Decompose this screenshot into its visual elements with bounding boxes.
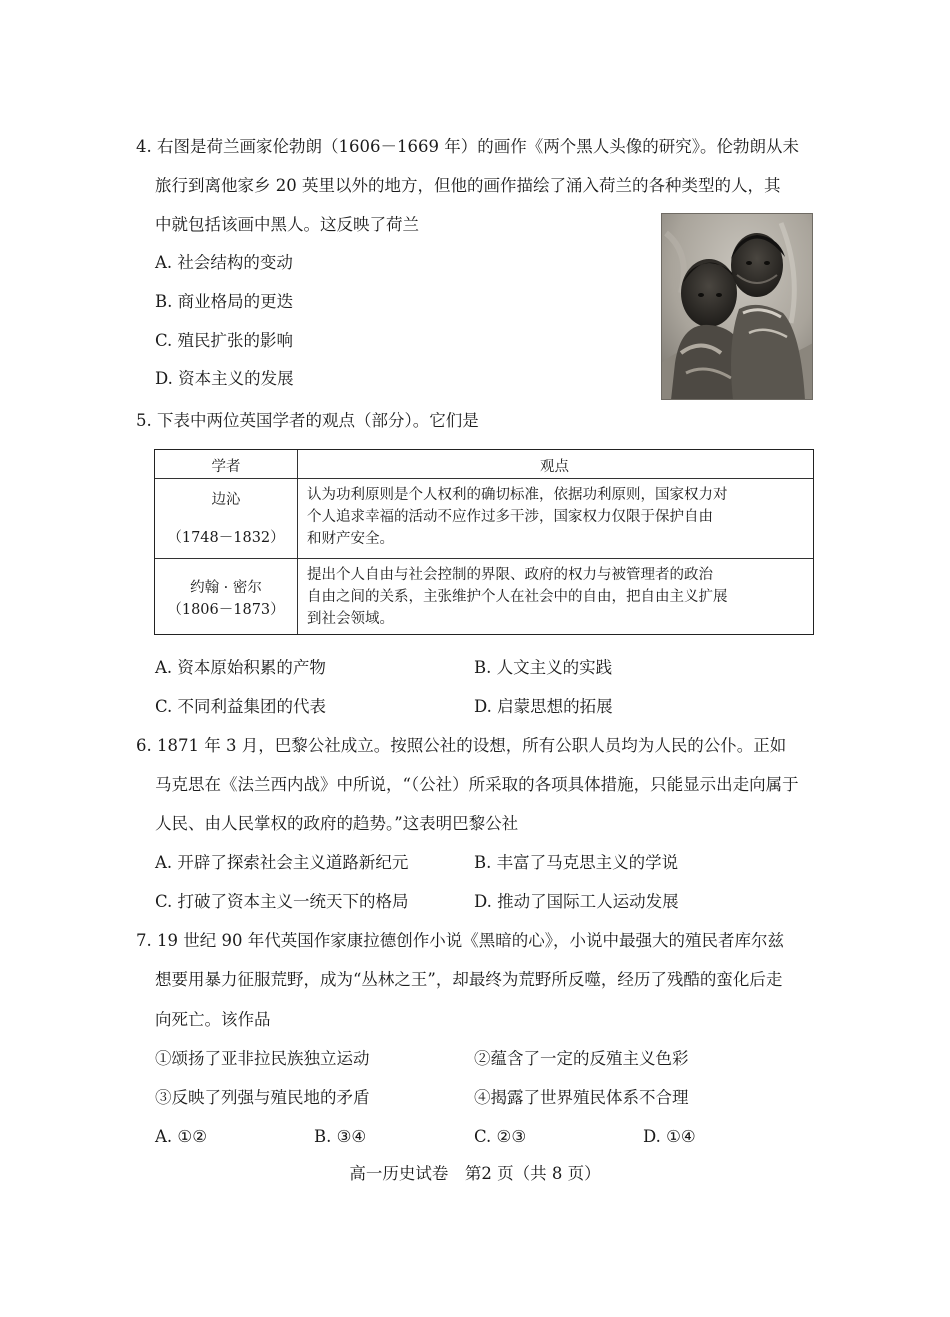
q7-line-2: 想要用暴力征服荒野，成为“丛林之王”，却最终为荒野所反噬，经历了残酷的蛮化后走 [155,970,783,989]
q4-line-1: 4. 右图是荷兰画家伦勃朗（1606－1669 年）的画作《两个黑人头像的研究》。伦勃朗从未 [136,137,799,156]
table-row-2-view [307,564,807,630]
q7-option-a: A. ①② [155,1127,207,1146]
q5-option-c: C. 不同利益集团的代表 [155,697,327,716]
q5-stem: 5. 下表中两位英国学者的观点（部分）。它们是 [136,411,479,430]
table-header-view: 观点 [540,459,569,475]
q6-option-d: D. 推动了国际工人运动发展 [474,892,679,911]
rembrandt-painting-image [661,213,813,400]
q7-line-3: 向死亡。该作品 [155,1010,271,1029]
q6-option-b: B. 丰富了马克思主义的学说 [474,853,679,872]
table-divider [155,558,813,559]
q4-option-d: D. 资本主义的发展 [155,369,294,388]
table-row-2-name: 约翰 · 密尔 [190,580,262,596]
page-footer: 高一历史试卷 第2 页（共 8 页） [349,1164,601,1183]
q4-line-2: 旅行到离他家乡 20 英里以外的地方，但他的画作描绘了涌入荷兰的各种类型的人，其 [155,176,781,195]
q6-line-1: 6. 1871 年 3 月，巴黎公社成立。按照公社的设想，所有公职人员均为人民的公仆。正如 [136,736,787,755]
view-line: 和财产安全。 [307,531,394,547]
table-row-1-name: 边沁 [211,492,241,508]
q5-option-d: D. 启蒙思想的拓展 [474,697,613,716]
scholars-table [154,449,814,635]
table-row-1-years: （1748－1832） [167,530,285,546]
q6-option-c: C. 打破了资本主义一统天下的格局 [155,892,409,911]
q5-option-b: B. 人文主义的实践 [474,658,613,677]
view-line: 认为功利原则是个人权利的确切标准，依据功利原则，国家权力对 [307,487,728,503]
table-row-1-view [307,484,807,550]
q7-item-2: ②蕴含了一定的反殖主义色彩 [474,1049,689,1068]
q6-line-2: 马克思在《法兰西内战》中所说，“（公社）所采取的各项具体措施，只能显示出走向属于 [155,775,799,794]
q4-option-a: A. 社会结构的变动 [155,253,293,272]
q6-line-3: 人民、由人民掌权的政府的趋势。”这表明巴黎公社 [155,814,519,833]
q4-line-3: 中就包括该画中黑人。这反映了荷兰 [155,215,419,234]
q5-option-a: A. 资本原始积累的产物 [155,658,326,677]
q7-item-3: ③反映了列强与殖民地的矛盾 [155,1088,370,1107]
view-line: 提出个人自由与社会控制的界限、政府的权力与被管理者的政治 [307,567,713,583]
table-row-2-years: （1806－1873） [167,602,285,618]
table-divider [155,478,813,479]
table-header-scholar: 学者 [211,459,241,475]
q7-line-1: 7. 19 世纪 90 年代英国作家康拉德创作小说《黑暗的心》，小说中最强大的殖民者库尔兹 [136,931,784,950]
view-line: 到社会领域。 [307,611,394,627]
view-line: 个人追求幸福的活动不应作过多干涉，国家权力仅限于保护自由 [307,509,713,525]
q4-option-c: C. 殖民扩张的影响 [155,331,294,350]
q7-option-c: C. ②③ [474,1127,527,1146]
q6-option-a: A. 开辟了探索社会主义道路新纪元 [155,853,409,872]
q7-option-d: D. ①④ [643,1127,696,1146]
view-line: 自由之间的关系，主张维护个人在社会中的自由，把自由主义扩展 [307,589,728,605]
q7-option-b: B. ③④ [314,1127,367,1146]
q7-item-4: ④揭露了世界殖民体系不合理 [474,1088,689,1107]
q7-item-1: ①颂扬了亚非拉民族独立运动 [155,1049,370,1068]
q4-option-b: B. 商业格局的更迭 [155,292,294,311]
